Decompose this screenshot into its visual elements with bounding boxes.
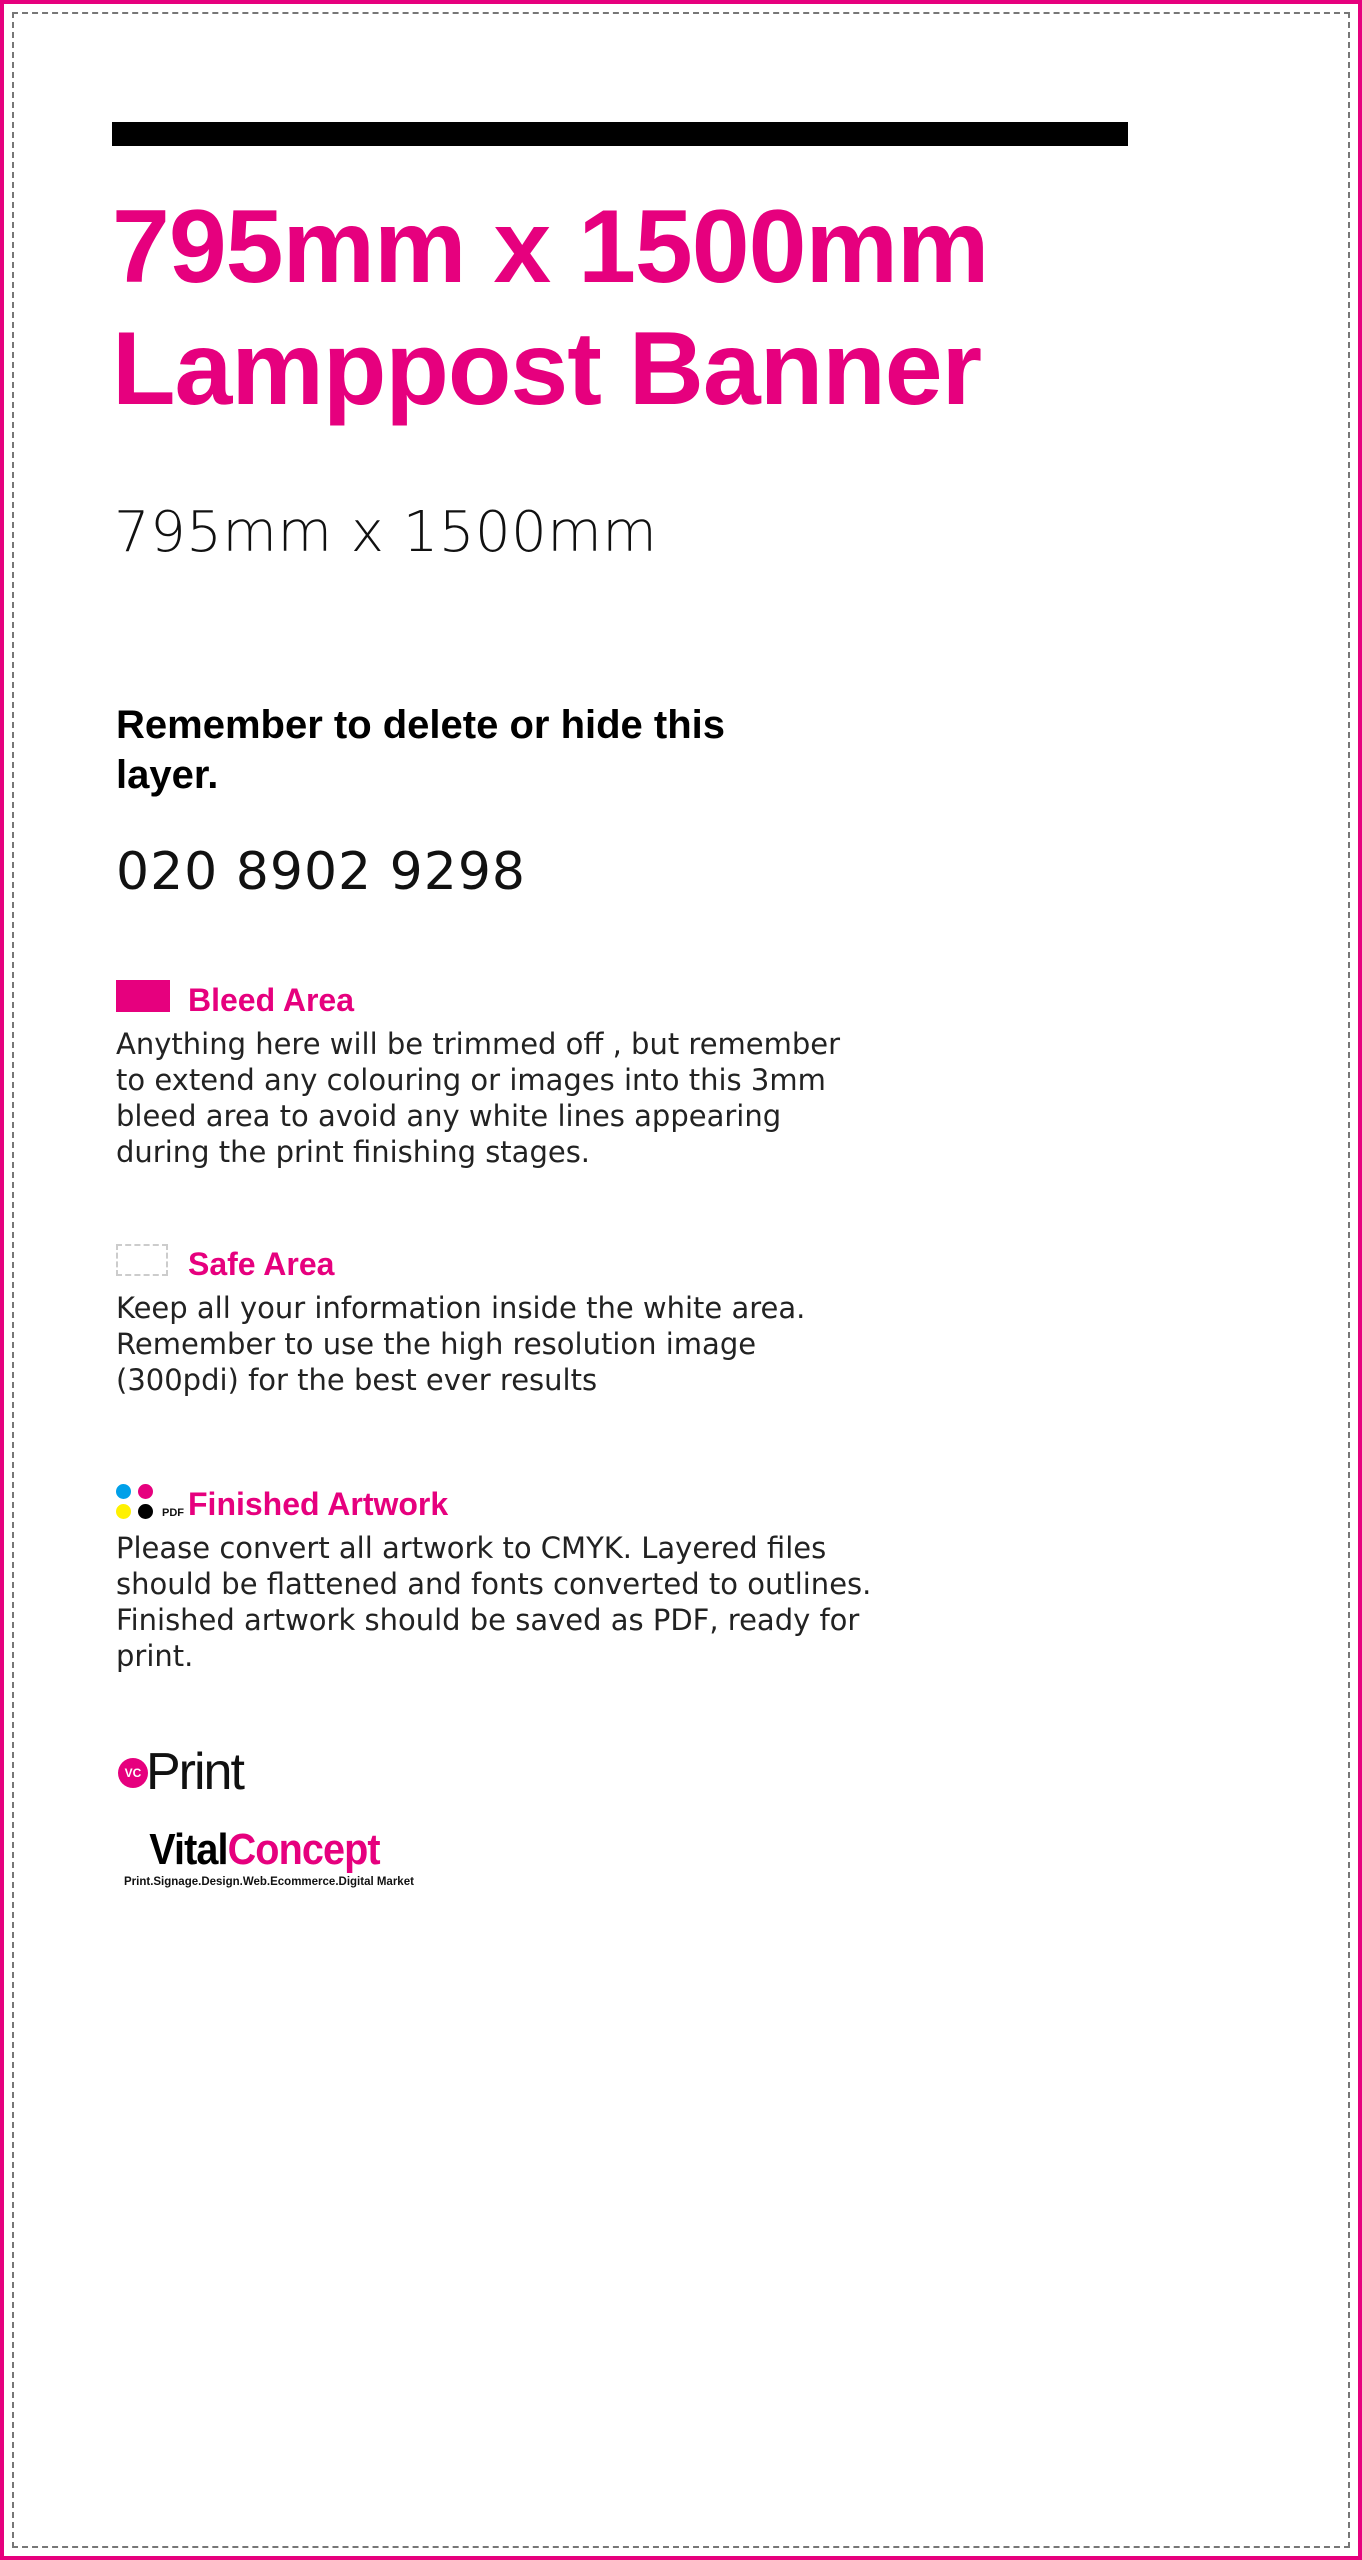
concept-wordmark: Concept [227, 1825, 380, 1874]
cyan-dot-icon [116, 1484, 131, 1499]
bleed-area-title: Bleed Area [188, 982, 354, 1018]
cmyk-pdf-icon [116, 1480, 184, 1520]
size-text: 795mm x 1500mm [114, 500, 658, 565]
safe-swatch-icon [116, 1244, 168, 1276]
phone-number: 020 8902 9298 [116, 842, 526, 902]
title-line-size: 795mm x 1500mm [112, 189, 989, 305]
bleed-area-description: Anything here will be trimmed off , but remember to extend any colouring or images into this 3mm bleed area to avoid any white lines appearing during the print finishing stages. [116, 1027, 841, 1169]
header-bar [112, 122, 1128, 146]
vital-wordmark: Vital [149, 1825, 228, 1874]
finished-artwork-title: Finished Artwork [188, 1486, 449, 1522]
black-dot-icon [138, 1504, 153, 1519]
bleed-swatch-icon [116, 980, 170, 1012]
safe-area-description: Keep all your information inside the white area. Remember to use the high resolution image (300pdi) for the best ever results [116, 1291, 806, 1397]
vital-concept-tagline: Print.Signage.Design.Web.Ecommerce.Digital Market [124, 1876, 414, 1888]
reminder-text: Remember to delete or hide this layer. [116, 703, 726, 797]
vc-badge-icon: VC [118, 1758, 148, 1788]
vital-concept-logo [124, 1826, 424, 1888]
magenta-dot-icon [138, 1484, 153, 1499]
pdf-label: PDF [162, 1507, 184, 1519]
title-line-product: Lamppost Banner [112, 311, 982, 427]
safe-area-title: Safe Area [188, 1246, 335, 1282]
yellow-dot-icon [116, 1504, 131, 1519]
page-title [112, 186, 1262, 430]
vc-print-wordmark: Print [146, 1743, 243, 1801]
finished-artwork-description: Please convert all artwork to CMYK. Layered files should be flattened and fonts converted to outlines. Finished artwork should be saved as PDF, ready for print. [116, 1531, 872, 1673]
vc-print-logo [118, 1742, 278, 1802]
